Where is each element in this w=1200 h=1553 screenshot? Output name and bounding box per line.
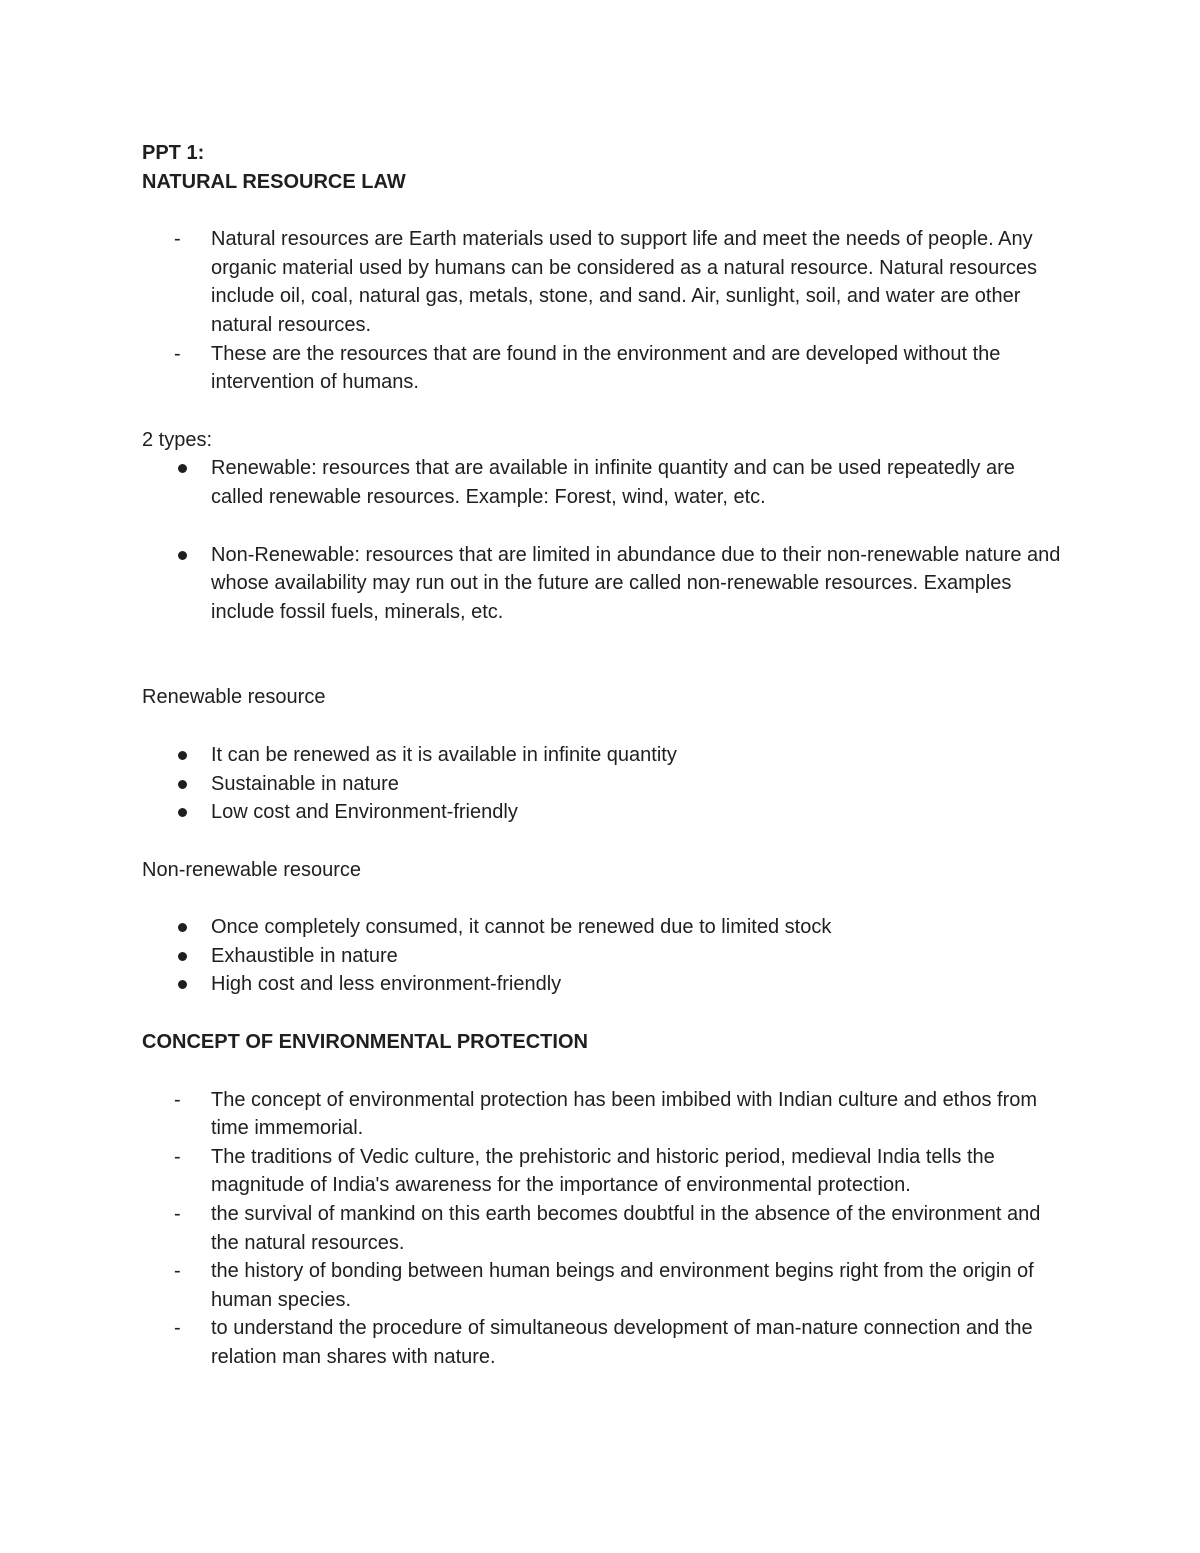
ppt-label: PPT 1: xyxy=(142,142,205,164)
bullet-icon xyxy=(178,780,187,789)
renewable-heading: Renewable resource xyxy=(142,686,326,709)
list-item-text: Natural resources are Earth materials used to support life and meet the needs of people. Any organic material used by humans can be considered as a natural resource. Natural resources include oil, coal, natural gas, metals, stone, and sand. Air, sunlight, soil, and water are other natural resources. xyxy=(211,228,1037,336)
list-item xyxy=(142,770,1072,799)
bullet-icon xyxy=(178,808,187,817)
list-item xyxy=(142,1200,1072,1257)
list-item-text: Sustainable in nature xyxy=(211,772,399,795)
dash-marker: - xyxy=(174,1145,181,1168)
list-item xyxy=(142,798,1072,827)
list-item-text: the history of bonding between human beings and environment begins right from the origin of human species. xyxy=(211,1260,1034,1311)
section-title-natural-resource-law: NATURAL RESOURCE LAW xyxy=(142,170,406,193)
section-title-environmental-protection: CONCEPT OF ENVIRONMENTAL PROTECTION xyxy=(142,1031,588,1054)
list-item-text: the survival of mankind on this earth becomes doubtful in the absence of the environment and the natural resources. xyxy=(211,1203,1041,1254)
list-item-text: Low cost and Environment-friendly xyxy=(211,801,518,824)
list-item-text: Non-Renewable: resources that are limited in abundance due to their non-renewable nature and whose availability may run out in the future are called non-renewable resources. Examples include fossil fuels, minerals, etc. xyxy=(211,543,1061,623)
bullet-icon xyxy=(178,551,187,560)
list-item xyxy=(142,454,1072,511)
dash-marker: - xyxy=(174,1088,181,1111)
list-item-text: Exhaustible in nature xyxy=(211,944,398,967)
list-item xyxy=(142,225,1072,339)
concept-list xyxy=(142,1086,1072,1372)
list-item-text: These are the resources that are found in the environment and are developed without the intervention of humans. xyxy=(211,342,1001,394)
list-item xyxy=(142,340,1072,397)
document-page xyxy=(142,139,1072,1372)
bullet-icon xyxy=(178,751,187,760)
types-list xyxy=(142,454,1072,626)
list-item xyxy=(142,942,1072,971)
list-item xyxy=(142,741,1072,770)
list-item-text: to understand the procedure of simultaneous development of man-nature connection and the relation man shares with nature. xyxy=(211,1317,1033,1368)
renewable-list xyxy=(142,741,1072,827)
bullet-icon xyxy=(178,980,187,989)
bullet-icon xyxy=(178,952,187,961)
list-item-text: High cost and less environment-friendly xyxy=(211,973,562,996)
dash-marker: - xyxy=(174,228,181,251)
list-item xyxy=(142,541,1072,627)
list-item-text: It can be renewed as it is available in infinite quantity xyxy=(211,743,677,766)
bullet-icon xyxy=(178,923,187,932)
list-item-text: The concept of environmental protection has been imbibed with Indian culture and ethos from time immemorial. xyxy=(211,1088,1038,1140)
intro-list xyxy=(142,225,1072,397)
list-item xyxy=(142,913,1072,942)
dash-marker: - xyxy=(174,342,181,365)
list-item xyxy=(142,970,1072,999)
bullet-icon xyxy=(178,464,187,473)
list-item-text: The traditions of Vedic culture, the prehistoric and historic period, medieval India tells the magnitude of India's awareness for the importance of environmental protection. xyxy=(211,1145,995,1197)
dash-marker: - xyxy=(174,1260,181,1283)
nonrenewable-heading: Non-renewable resource xyxy=(142,858,362,881)
list-item xyxy=(142,1257,1072,1314)
list-item-text: Renewable: resources that are available in infinite quantity and can be used repeatedly are called renewable resources. Example: Forest, wind, water, etc. xyxy=(211,457,1015,508)
dash-marker: - xyxy=(174,1317,181,1340)
list-item xyxy=(142,1143,1072,1200)
types-label: 2 types: xyxy=(142,428,213,451)
list-item xyxy=(142,1314,1072,1371)
list-item xyxy=(142,1086,1072,1143)
nonrenewable-list xyxy=(142,913,1072,999)
dash-marker: - xyxy=(174,1203,181,1226)
list-item-text: Once completely consumed, it cannot be renewed due to limited stock xyxy=(211,916,832,939)
